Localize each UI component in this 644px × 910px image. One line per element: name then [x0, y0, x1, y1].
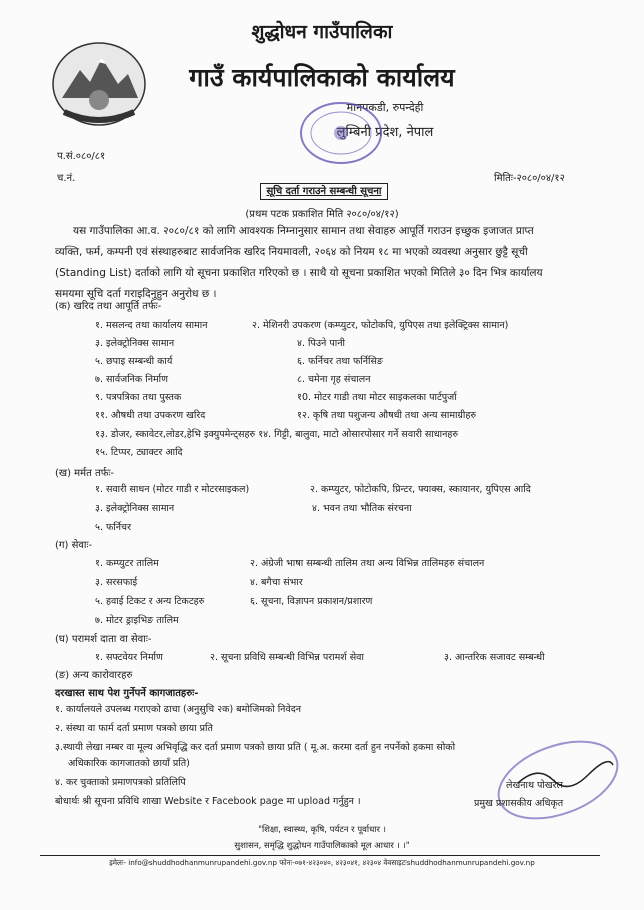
- notice-title: सूचि दर्ता गराउने सम्बन्धी सूचना: [260, 183, 388, 200]
- documents-heading: दरखास्त साथ पेश गुर्नेपर्ने कागजातहरुः-: [55, 688, 199, 699]
- ga-item-5: ५. हवाई टिकट र अन्य टिकटहरु: [95, 596, 205, 607]
- section-ka-heading: (क) खरिद तथा आपूर्ति तर्फः-: [55, 301, 162, 312]
- office-stamp-icon: [298, 100, 384, 166]
- ga-item-2: २. अंग्रेजी भाषा सम्बन्धी तालिम तथा अन्य विभिन्न तालिमहरु संचालन: [250, 558, 485, 569]
- address-line-2: लुम्बिनी प्रदेश, नेपाल: [336, 125, 434, 140]
- document-item-1: १. कार्यालयले उपलब्ध गराएको ढाचा (अनुसुचि २क) बमोजिमको निवेदन: [55, 704, 302, 715]
- kha-item-3: ३. इलेक्ट्रोनिक्स सामान: [95, 503, 175, 514]
- ga-item-1: १. कम्प्युटर तालिम: [95, 558, 159, 569]
- ka-item-9: ९. पत्रपत्रिका तथा पुस्तक: [95, 392, 182, 403]
- section-nga-heading: (ङ) अन्य कारोवारहरु: [55, 670, 133, 681]
- ka-item-12: १२. कृषि तथा पशुजन्य औषधी तथा अन्य सामाग्रीहरु: [297, 410, 477, 421]
- address-line-1: मानपकडी, रुपन्देही: [346, 101, 424, 114]
- ka-item-13: १३. डोजर, स्कावेटर,लोडर,हेभि इक्युपमेन्ट्सहरु १४. गिट्टी, बालुवा, माटो ओसारपोसार गर्ने सवारी साधानहरु: [95, 429, 459, 440]
- footer-motto-2: सुशासन, समृद्धि शुद्धोधन गाउँपालिकाको मूल आधार । ।": [234, 841, 410, 851]
- gha-item-2: २. सूचना प्रविधि सम्बन्धी विभिन्न परामर्श सेवा: [210, 652, 364, 663]
- ka-item-6: ६. फर्निचर तथा फर्निसिङ: [297, 356, 383, 367]
- ga-item-6: ६. सूचना, विज्ञापन प्रकाशन/प्रशारण: [250, 596, 373, 607]
- notice-para-line-3: (Standing List) दर्ताको लागि यो सूचना प्रकाशित गरिएको छ । साथै यो सूचना प्रकाशित भएको मितिले ३० दिन भित्र कार्यालय: [55, 267, 543, 279]
- document-item-2: २. संस्था वा फार्म दर्ता प्रमाण पत्रको छाया प्रति: [55, 723, 213, 734]
- footer-contact: इमेलः- info@shuddhodhanmunrupandehi.gov.np फोनः-०७१-४२३०४०, ४२३०४१, ४२३०४ वेवसाइटःshuddhodhanmunrupandehi.gov.np: [109, 858, 535, 867]
- notice-para-line-4: समयमा सूचि दर्ता गराइदिनुहुन अनुरोध छ ।: [55, 288, 217, 300]
- signatory-title: प्रमुख प्रशासकीय अधिकृत: [474, 798, 564, 809]
- ga-item-7: ७. मोटर ड्राइभिङ तालिम: [95, 615, 179, 626]
- section-ga-heading: (ग) सेवाः-: [55, 540, 93, 551]
- ka-item-7: ७. सार्वजनिक निर्माण: [95, 374, 168, 385]
- ka-item-4: ४. पिउने पानी: [297, 338, 345, 349]
- reference-number: प.सं.०८०/८१: [57, 151, 106, 162]
- bodhartha-note: बोधार्थः श्री सूचना प्रविधि शाखा Website र Facebook page मा upload गर्नुहुन ।: [55, 796, 361, 807]
- ga-item-3: ३. सरसफाई: [95, 577, 138, 588]
- ga-item-4: ४. बगैचा संभार: [250, 577, 303, 588]
- notice-para-line-1: यस गाउँपालिका आ.व. २०८०/८१ को लागि आवश्यक निम्नानुसार सामान तथा सेवाहरु आपूर्ति गराउन इच्छुक इजाजत प्राप्त: [73, 225, 534, 237]
- ka-item-10: १0. मोटर गाडी तथा मोटर साइकलका पार्टपुर्जा: [297, 392, 457, 403]
- kha-item-1: १. सवारी साधन (मोटर गाडी र मोटरसाइकल): [95, 484, 250, 495]
- kha-item-5: ५. फर्निचर: [95, 522, 131, 533]
- ka-item-2: २. मेशिनरी उपकरण (कम्प्युटर, फोटोकपि, युपिएस तथा इलेक्ट्रिक्स सामान): [252, 320, 509, 331]
- section-kha-heading: (ख) मर्मत तर्फः-: [55, 468, 115, 479]
- document-item-4: ४. कर चुक्ताको प्रमाणपत्रको प्रतिलिपि: [55, 777, 186, 788]
- ka-item-8: ८. चमेना गृह संचालन: [297, 374, 371, 385]
- notice-para-line-2: व्यक्ति, फर्म, कम्पनी एवं संस्थाहरुबाट सार्वजनिक खरिद नियमावली, २०६४ को नियम १८ मा भएको व्यवस्था अनुसार छुट्टै सूची: [55, 246, 528, 258]
- ka-item-5: ५. छपाइ सम्बन्धी कार्य: [95, 356, 173, 367]
- footer-divider: [40, 855, 600, 856]
- office-name: गाउँ कार्यपालिकाको कार्यालय: [189, 63, 455, 92]
- kha-item-2: २. कम्प्युटर, फोटोकपि, प्रिन्टर, फ्याक्स, स्कायानर, युपिएस आदि: [310, 484, 531, 495]
- ka-item-1: १. मसलन्द तथा कार्यालय सामान: [95, 320, 208, 331]
- gha-item-3: ३. आन्तरिक सजावट सम्बन्धी: [444, 652, 545, 663]
- notice-date: मितिः-२०८०/०४/१२: [494, 173, 565, 184]
- section-gha-heading: (घ) परामर्श दाता वा सेवाः-: [55, 634, 152, 645]
- dispatch-number: च.नं.: [57, 173, 76, 184]
- footer-motto-1: "शिक्षा, स्वास्थ्य, कृषि, पर्यटन र पूर्वाधार ।: [258, 825, 386, 835]
- gha-item-1: १. सफ्टवेयर निर्माण: [95, 652, 163, 663]
- ka-item-11: ११. औषधी तथा उपकरण खरिद: [95, 410, 206, 421]
- municipality-name: शुद्धोधन गाउँपालिका: [251, 21, 393, 43]
- document-item-3: ३.स्थायी लेखा नम्बर वा मूल्य अभिवृद्धि कर दर्ता प्रमाण पत्रको छाया प्रति ( मू.अ. करमा दर्ता हुन नपर्नेको हकमा सोको: [55, 742, 456, 753]
- kha-item-4: ४. भवन तथा भौतिक संरचना: [312, 503, 412, 514]
- ka-item-15: १५. टिप्पर, ट्याक्टर आदि: [95, 447, 183, 458]
- signatory-name: लेखनाथ पोखरेल: [506, 780, 563, 791]
- notice-subtitle: (प्रथम पटक प्रकाशित मिति २०८०/०४/१२): [245, 209, 399, 220]
- document-item-3-cont: अधिकारिक कागजातको छायाँ प्रति): [68, 758, 190, 769]
- ka-item-3: ३. इलेक्ट्रोनिक्स सामान: [95, 338, 175, 349]
